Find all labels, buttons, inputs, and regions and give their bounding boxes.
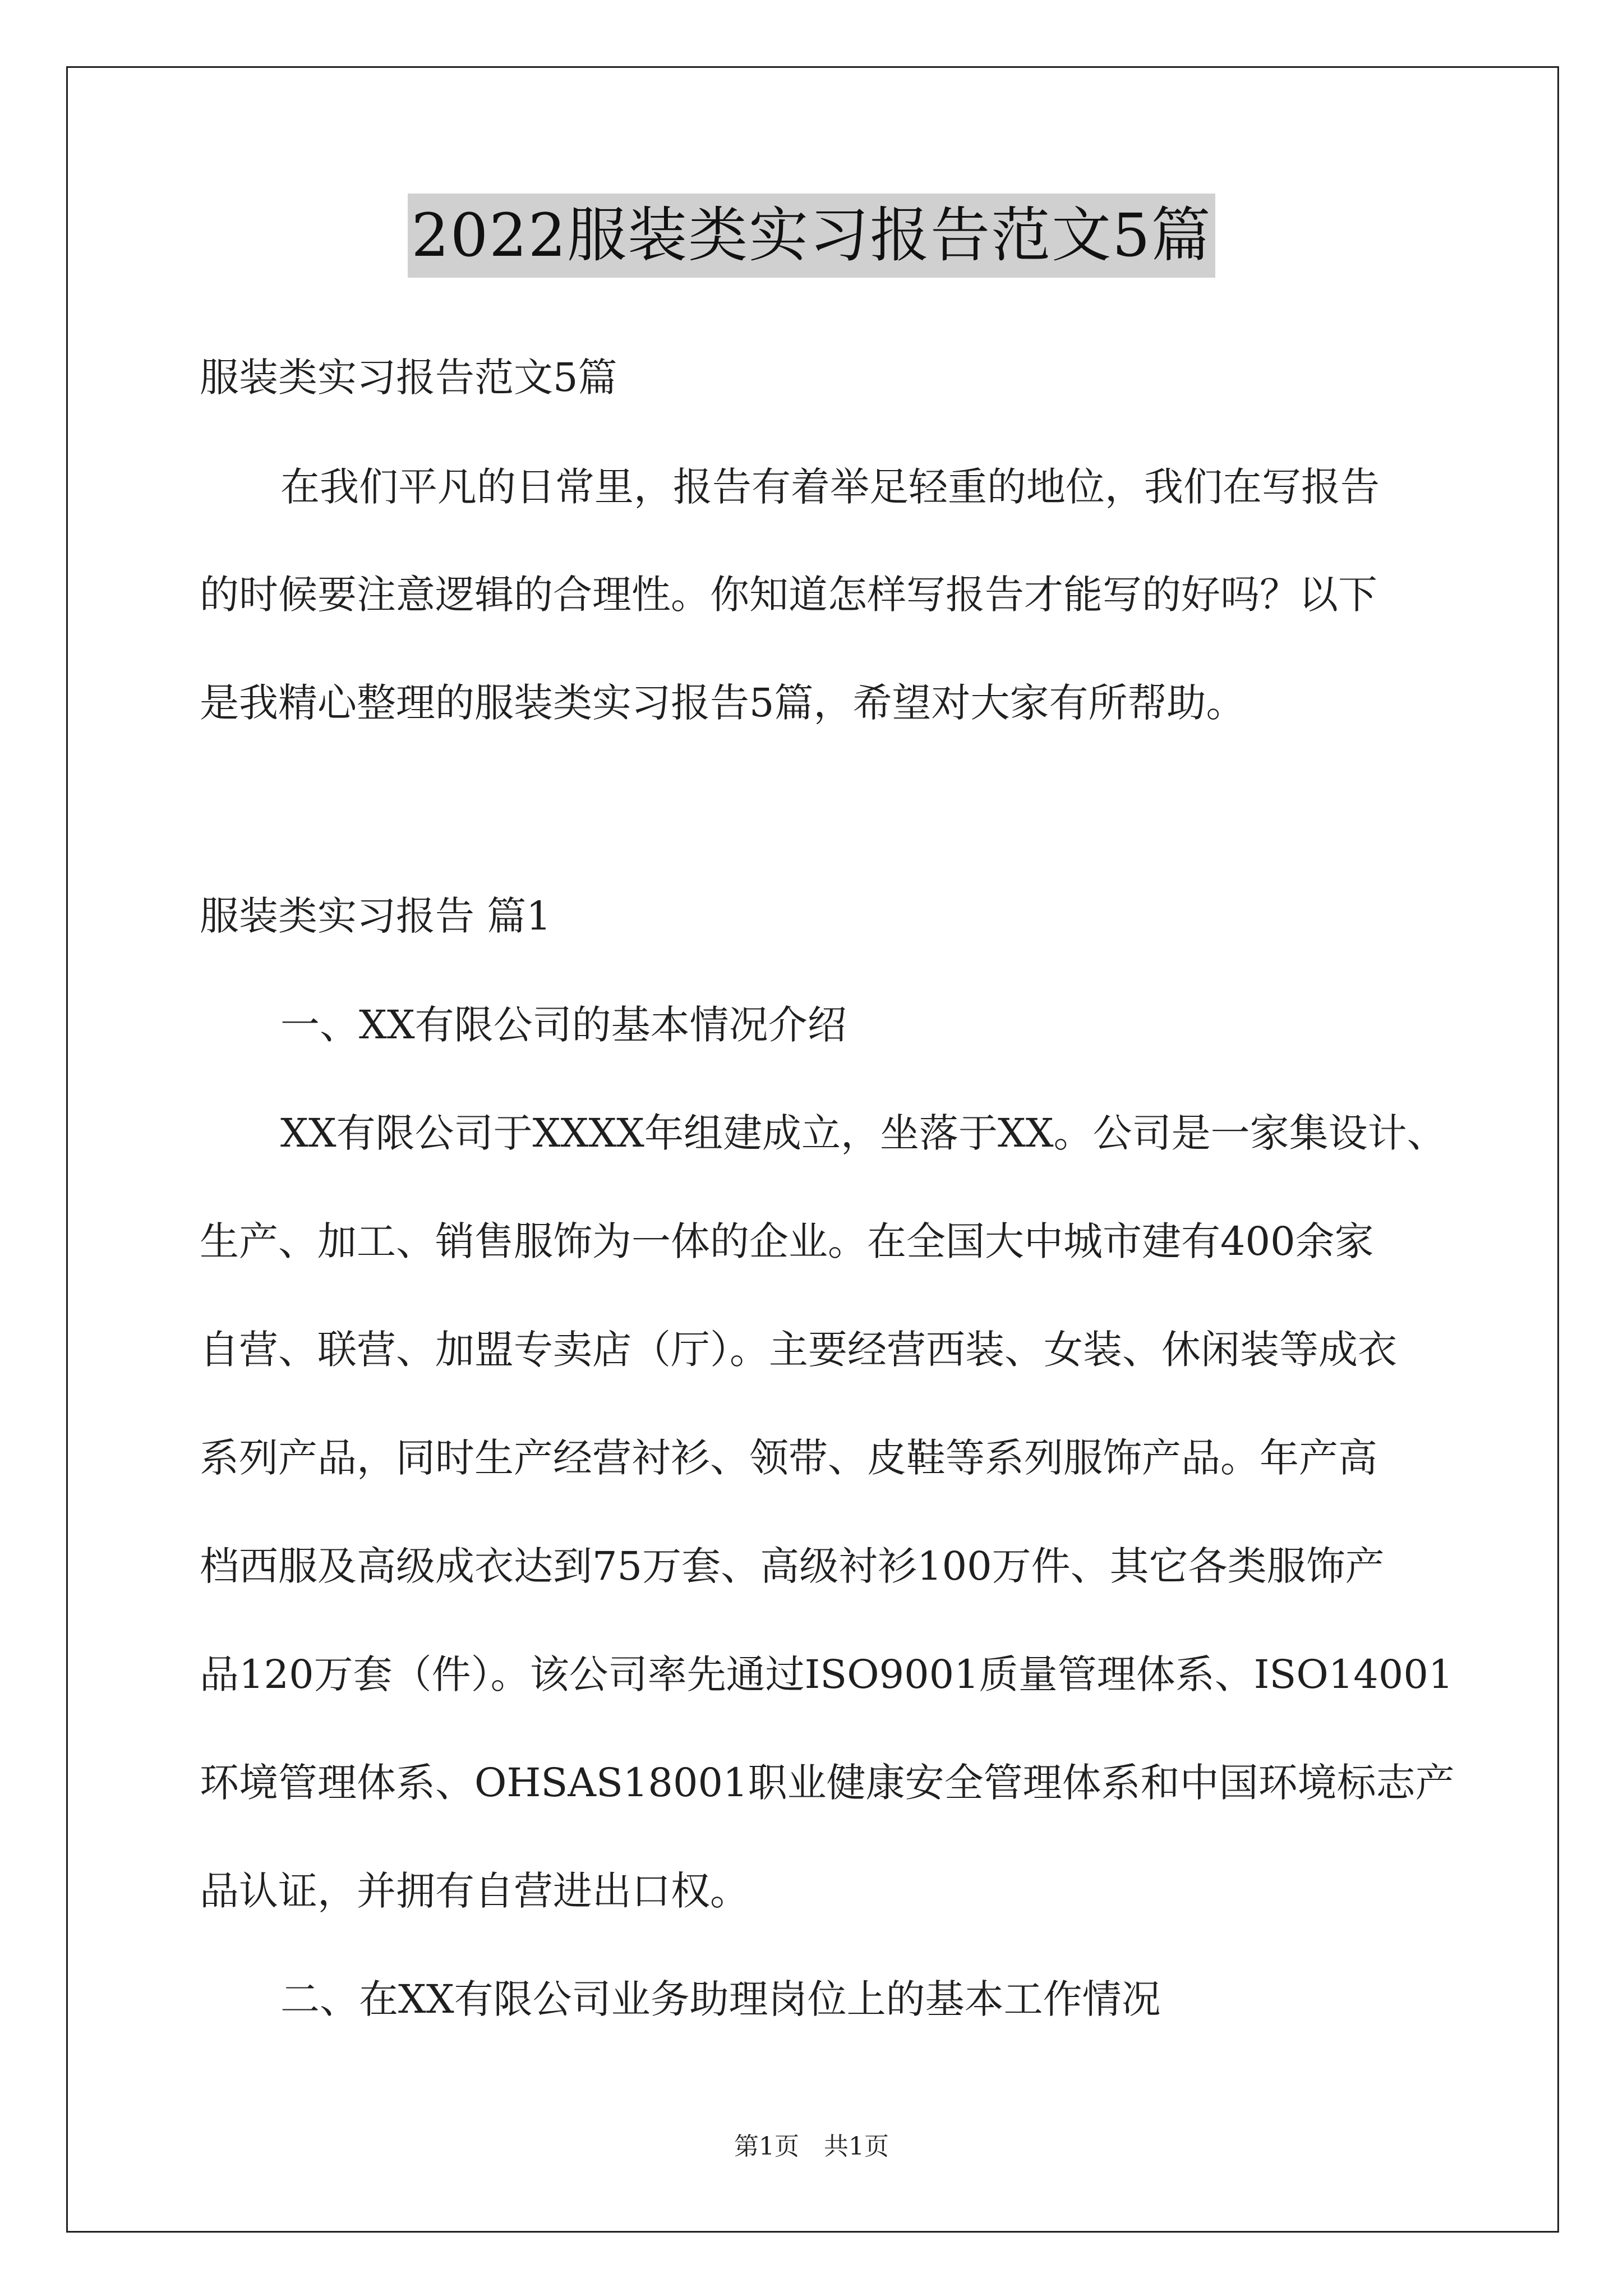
body-line-8: 品认证，并拥有自营进出口权。 (200, 1868, 749, 1914)
page-footer: 第1页 共1页 (734, 2132, 889, 2161)
section-heading: 服装类实习报告 篇1 (200, 893, 551, 939)
body-line-3: 自营、联营、加盟专卖店（厅）。主要经营西装、女装、休闲装等成衣 (200, 1327, 1397, 1373)
intro-line-2: 的时候要注意逻辑的合理性。你知道怎样写报告才能写的好吗？以下 (200, 572, 1377, 618)
intro-line-1: 在我们平凡的日常里，报告有着举足轻重的地位，我们在写报告 (280, 464, 1380, 510)
body-line-1: XX有限公司于XXXX年组建成立，坐落于XX。公司是一家集设计、 (280, 1110, 1446, 1156)
body-line-6: 品120万套（件）。该公司率先通过ISO9001质量管理体系、ISO14001 (200, 1651, 1454, 1697)
body-line-2: 生产、加工、销售服饰为一体的企业。在全国大中城市建有400余家 (200, 1218, 1374, 1264)
document-subtitle: 服装类实习报告范文5篇 (200, 355, 617, 401)
item-1-heading: 一、XX有限公司的基本情况介绍 (280, 1002, 847, 1048)
item-2-heading: 二、在XX有限公司业务助理岗位上的基本工作情况 (280, 1976, 1161, 2022)
title-container (0, 194, 1623, 278)
body-line-4: 系列产品，同时生产经营衬衫、领带、皮鞋等系列服饰产品。年产高 (200, 1435, 1377, 1481)
body-line-5: 档西服及高级成衣达到75万套、高级衬衫100万件、其它各类服饰产 (200, 1543, 1385, 1589)
intro-line-3: 是我精心整理的服装类实习报告5篇，希望对大家有所帮助。 (200, 680, 1246, 726)
document-title: 2022服装类实习报告范文5篇 (408, 194, 1215, 278)
body-line-7: 环境管理体系、OHSAS18001职业健康安全管理体系和中国环境标志产 (200, 1760, 1455, 1806)
